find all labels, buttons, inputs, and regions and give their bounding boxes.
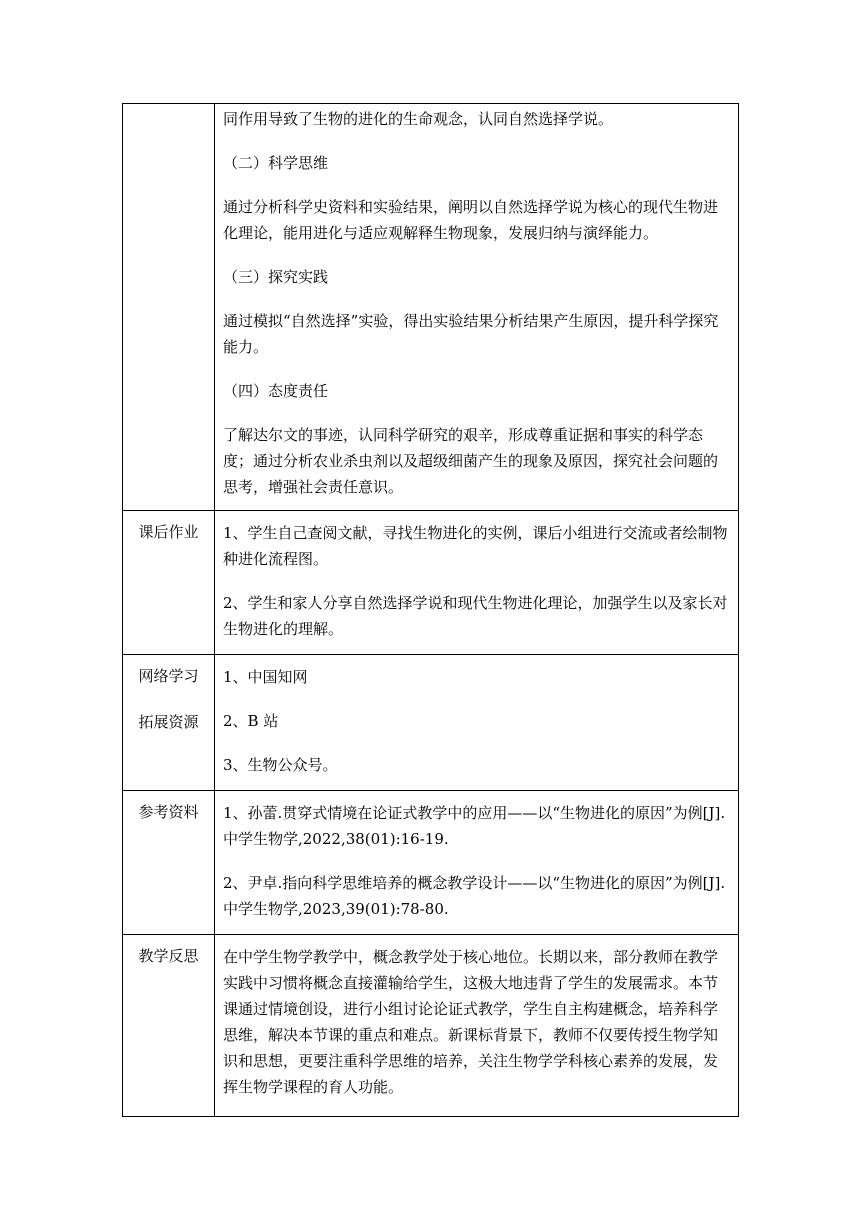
resource-item: 2、B 站 [223, 712, 279, 730]
objective-paragraph: 通过模拟“自然选择”实验，得出实验结果分析结果产生原因，提升科学探究能力。 [223, 312, 719, 356]
section-heading-thinking: （二）科学思维 [223, 154, 329, 172]
row-content-cell [215, 655, 739, 791]
row-label: 参考资料 [138, 803, 199, 821]
row-label-cell [123, 935, 215, 1117]
resource-item: 3、生物公众号。 [223, 756, 338, 774]
table-row-homework [123, 511, 739, 655]
section-heading-attitude: （四）态度责任 [223, 382, 329, 400]
homework-item: 2、学生和家人分享自然选择学说和现代生物进化理论，加强学生以及家长对生物进化的理解。 [223, 594, 728, 638]
objective-paragraph: 同作用导致了生物的进化的生命观念，认同自然选择学说。 [223, 110, 614, 128]
section-heading-practice: （三）探究实践 [223, 268, 329, 286]
homework-item: 1、学生自己查阅文献，寻找生物进化的实例，课后小组进行交流或者绘制物种进化流程图。 [223, 524, 728, 568]
objective-paragraph: 通过分析科学史资料和实验结果，阐明以自然选择学说为核心的现代生物进化理论，能用进化与适应观解释生物现象，发展归纳与演绎能力。 [223, 198, 719, 242]
table-row-objectives [123, 104, 739, 511]
row-label-cell [123, 104, 215, 511]
reference-item: 2、尹卓.指向科学思维培养的概念教学设计——以“生物进化的原因”为例[J].中学生物学,2023,39(01):78-80. [223, 874, 726, 918]
objective-paragraph: 了解达尔文的事迹，认同科学研究的艰辛，形成尊重证据和事实的科学态度；通过分析农业杀虫剂以及超级细菌产生的现象及原因，探究社会问题的思考，增强社会责任意识。 [223, 426, 719, 496]
row-label: 课后作业 [138, 523, 199, 541]
row-label: 网络学习 [138, 667, 199, 685]
reference-item: 1、孙蕾.贯穿式情境在论证式教学中的应用——以“生物进化的原因”为例[J].中学生物学,2022,38(01):16-19. [223, 804, 726, 848]
row-label-cell [123, 655, 215, 791]
row-label-cell [123, 511, 215, 655]
row-content-cell [215, 791, 739, 935]
row-content-cell [215, 511, 739, 655]
lesson-plan-table [122, 103, 739, 1117]
reflection-paragraph: 在中学生物学教学中，概念教学处于核心地位。长期以来，部分教师在教学实践中习惯将概念直接灌输给学生，这极大地违背了学生的发展需求。本节课通过情境创设，进行小组讨论论证式教学，学生自主构建概念，培养科学思维，解决本节课的重点和难点。新课标背景下，教师不仅要传授生物学知识和思想，更要注重科学思维的培养，关注生物学学科核心素养的发展，发挥生物学课程的育人功能。 [223, 948, 719, 1096]
table-row-online-resources [123, 655, 739, 791]
table-row-reflection [123, 935, 739, 1117]
table-row-references [123, 791, 739, 935]
row-content-cell [215, 935, 739, 1117]
row-label: 教学反思 [138, 947, 199, 965]
row-label: 拓展资源 [138, 713, 199, 731]
row-content-cell [215, 104, 739, 511]
row-label-cell [123, 791, 215, 935]
resource-item: 1、中国知网 [223, 668, 308, 686]
